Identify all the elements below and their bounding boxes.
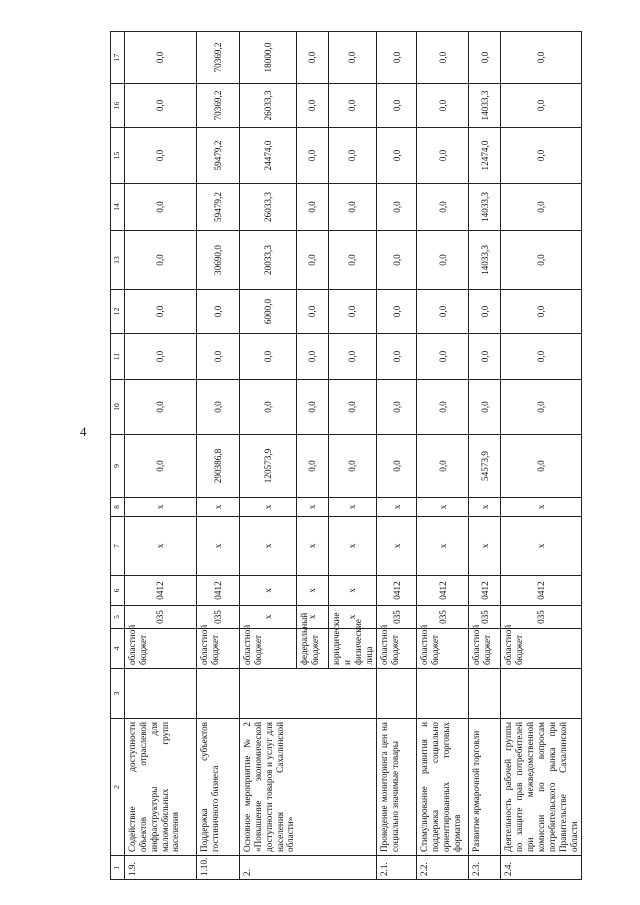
value-cell: 14033,3	[469, 184, 501, 231]
value-cell: 59479,2	[197, 184, 240, 231]
row-col3-cell	[197, 669, 240, 719]
value-cell: 035	[469, 606, 501, 629]
value-cell: 70369,2	[197, 84, 240, 128]
value-cell: 54573,9	[469, 435, 501, 498]
value-cell: 0,0	[297, 231, 329, 290]
value-cell: 0,0	[417, 435, 469, 498]
row-number-cell: 1.10.	[197, 856, 240, 880]
value-cell: 0,0	[469, 32, 501, 84]
column-header: 17	[111, 32, 125, 84]
value-cell: 0,0	[197, 290, 240, 334]
value-cell: x	[297, 576, 329, 606]
row-number-cell: 2.3.	[469, 856, 501, 880]
column-header: 13	[111, 231, 125, 290]
value-cell: 0,0	[125, 128, 197, 184]
value-cell: 26033,3	[240, 84, 297, 128]
value-cell: 0,0	[197, 380, 240, 435]
value-cell: x	[417, 517, 469, 576]
value-cell: x	[377, 498, 417, 517]
value-cell: x	[240, 576, 297, 606]
value-cell: 0,0	[417, 334, 469, 380]
value-cell: 0,0	[501, 334, 582, 380]
rotated-table-container	[110, 32, 610, 880]
column-header: 9	[111, 435, 125, 498]
value-cell: 0412	[125, 576, 197, 606]
funding-source-cell: областной бюджет	[417, 629, 469, 669]
value-cell: 0,0	[377, 231, 417, 290]
value-cell: 0,0	[125, 32, 197, 84]
column-header: 8	[111, 498, 125, 517]
value-cell: 0,0	[377, 334, 417, 380]
value-cell: x	[240, 517, 297, 576]
value-cell: 0,0	[297, 84, 329, 128]
value-cell: 0,0	[297, 128, 329, 184]
value-cell: 035	[377, 606, 417, 629]
value-cell: 0,0	[125, 290, 197, 334]
value-cell: 0,0	[125, 231, 197, 290]
funding-source-cell: областной бюджет	[377, 629, 417, 669]
value-cell: x	[329, 576, 377, 606]
value-cell: 0412	[377, 576, 417, 606]
value-cell: x	[125, 498, 197, 517]
value-cell: 0,0	[125, 184, 197, 231]
value-cell: 0,0	[417, 84, 469, 128]
value-cell: 0,0	[329, 128, 377, 184]
value-cell: 0,0	[377, 380, 417, 435]
column-header: 14	[111, 184, 125, 231]
funding-source-cell: областной бюджет	[240, 629, 297, 669]
table-row	[240, 32, 297, 880]
value-cell: 0,0	[417, 184, 469, 231]
column-header: 10	[111, 380, 125, 435]
row-name-cell: Развитие ярмарочной торговли	[469, 719, 501, 856]
value-cell: 0,0	[469, 334, 501, 380]
value-cell: 0,0	[501, 380, 582, 435]
row-name-cell: Основное мероприятие № 2 «Повышение экономической доступности товаров и услуг для населения Сахалинской области»	[240, 719, 377, 856]
value-cell: 0,0	[125, 380, 197, 435]
value-cell: 0,0	[377, 128, 417, 184]
table-row	[197, 32, 240, 880]
row-name-cell: Содействие доступности объектов отраслевой инфраструктуры для маломобильных групп населения	[125, 719, 197, 856]
column-header: 6	[111, 576, 125, 606]
value-cell: x	[329, 517, 377, 576]
value-cell: 0,0	[417, 231, 469, 290]
value-cell: 0,0	[297, 32, 329, 84]
value-cell: 12474,0	[469, 128, 501, 184]
column-header: 1	[111, 856, 125, 880]
value-cell: x	[240, 606, 297, 629]
value-cell: x	[501, 517, 582, 576]
row-number-cell: 2.1.	[377, 856, 417, 880]
table-row	[377, 32, 417, 880]
page-number: 4	[80, 424, 87, 439]
row-number-cell: 2.2.	[417, 856, 469, 880]
funding-source-cell: областной бюджет	[501, 629, 582, 669]
value-cell: 0,0	[240, 380, 297, 435]
value-cell: 20033,3	[240, 231, 297, 290]
value-cell: 0,0	[297, 380, 329, 435]
value-cell: 0,0	[329, 231, 377, 290]
value-cell: 0412	[501, 576, 582, 606]
row-name-cell: Деятельность рабочей группы по защите прав потребителей при межведомственной комиссии по вопросам потребительского рынка при Правительстве Сахалинской области	[501, 719, 582, 856]
value-cell: 0,0	[501, 435, 582, 498]
value-cell: x	[377, 517, 417, 576]
value-cell: 0,0	[501, 290, 582, 334]
value-cell: 0,0	[297, 334, 329, 380]
value-cell: x	[297, 498, 329, 517]
value-cell: 0,0	[417, 32, 469, 84]
value-cell: 0,0	[297, 435, 329, 498]
value-cell: 0,0	[329, 435, 377, 498]
value-cell: 0,0	[297, 184, 329, 231]
table-row	[469, 32, 501, 880]
value-cell: 0412	[469, 576, 501, 606]
column-header: 16	[111, 84, 125, 128]
value-cell: x	[240, 498, 297, 517]
funding-source-cell: областной бюджет	[125, 629, 197, 669]
value-cell: 035	[417, 606, 469, 629]
row-col3-cell	[469, 669, 501, 719]
value-cell: 0,0	[240, 334, 297, 380]
value-cell: 0,0	[417, 128, 469, 184]
row-name-cell: Проведение мониторинга цен на социально значимые товары	[377, 719, 417, 856]
value-cell: 0,0	[329, 84, 377, 128]
budget-table	[110, 31, 582, 880]
value-cell: 035	[125, 606, 197, 629]
value-cell: 0,0	[329, 334, 377, 380]
column-header: 4	[111, 629, 125, 669]
value-cell: 0,0	[329, 290, 377, 334]
value-cell: 0,0	[377, 84, 417, 128]
value-cell: 0,0	[125, 334, 197, 380]
value-cell: 0412	[197, 576, 240, 606]
column-header: 2	[111, 719, 125, 856]
value-cell: 0,0	[417, 290, 469, 334]
row-number-cell: 2.	[240, 856, 377, 880]
value-cell: 0,0	[125, 84, 197, 128]
row-col3-cell	[377, 669, 417, 719]
value-cell: x	[125, 517, 197, 576]
value-cell: x	[501, 498, 582, 517]
column-header: 3	[111, 669, 125, 719]
row-number-cell: 1.9.	[125, 856, 197, 880]
row-number-cell: 2.4.	[501, 856, 582, 880]
value-cell: 0,0	[501, 128, 582, 184]
row-name-cell: Стимулирование развития и поддержка социально ориентированных торговых форматов	[417, 719, 469, 856]
value-cell: 0,0	[329, 184, 377, 231]
value-cell: 0,0	[469, 380, 501, 435]
value-cell: 6000,0	[240, 290, 297, 334]
row-col3-cell	[125, 669, 197, 719]
column-header: 7	[111, 517, 125, 576]
value-cell: 14033,3	[469, 231, 501, 290]
value-cell: x	[417, 498, 469, 517]
value-cell: x	[469, 498, 501, 517]
value-cell: x	[329, 498, 377, 517]
value-cell: 120573,9	[240, 435, 297, 498]
funding-source-cell: областной бюджет	[469, 629, 501, 669]
value-cell: 0,0	[125, 435, 197, 498]
row-col3-cell	[240, 669, 377, 719]
column-header: 5	[111, 606, 125, 629]
value-cell: 0,0	[377, 32, 417, 84]
row-col3-cell	[417, 669, 469, 719]
value-cell: 0,0	[469, 290, 501, 334]
header-row	[111, 32, 125, 880]
funding-source-cell: областной бюджет	[197, 629, 240, 669]
value-cell: x	[329, 606, 377, 629]
row-name-cell: Поддержка субъектов гостиничного бизнеса	[197, 719, 240, 856]
value-cell: x	[469, 517, 501, 576]
funding-source-cell: федеральный бюджет	[297, 629, 329, 669]
value-cell: 24474,0	[240, 128, 297, 184]
value-cell: 035	[197, 606, 240, 629]
value-cell: 0,0	[197, 334, 240, 380]
value-cell: 0,0	[377, 435, 417, 498]
value-cell: 0,0	[501, 32, 582, 84]
value-cell: 0,0	[501, 231, 582, 290]
row-col3-cell	[501, 669, 582, 719]
column-header: 11	[111, 334, 125, 380]
value-cell: 14033,3	[469, 84, 501, 128]
value-cell: 290386,8	[197, 435, 240, 498]
value-cell: x	[197, 498, 240, 517]
value-cell: 0,0	[329, 380, 377, 435]
value-cell: 0,0	[501, 184, 582, 231]
value-cell: 26033,3	[240, 184, 297, 231]
value-cell: x	[197, 517, 240, 576]
value-cell: 0,0	[417, 380, 469, 435]
value-cell: 0,0	[377, 290, 417, 334]
value-cell: 18000,0	[240, 32, 297, 84]
value-cell: 70369,2	[197, 32, 240, 84]
value-cell: 0,0	[501, 84, 582, 128]
value-cell: 0,0	[377, 184, 417, 231]
value-cell: x	[297, 606, 329, 629]
table-row	[125, 32, 197, 880]
value-cell: 0,0	[297, 290, 329, 334]
value-cell: 0412	[417, 576, 469, 606]
table-row	[501, 32, 582, 880]
value-cell: 30690,0	[197, 231, 240, 290]
column-header: 12	[111, 290, 125, 334]
funding-source-cell: юридические и физические лица	[329, 629, 377, 669]
table-row	[417, 32, 469, 880]
value-cell: x	[297, 517, 329, 576]
value-cell: 59479,2	[197, 128, 240, 184]
value-cell: 035	[501, 606, 582, 629]
column-header: 15	[111, 128, 125, 184]
value-cell: 0,0	[329, 32, 377, 84]
